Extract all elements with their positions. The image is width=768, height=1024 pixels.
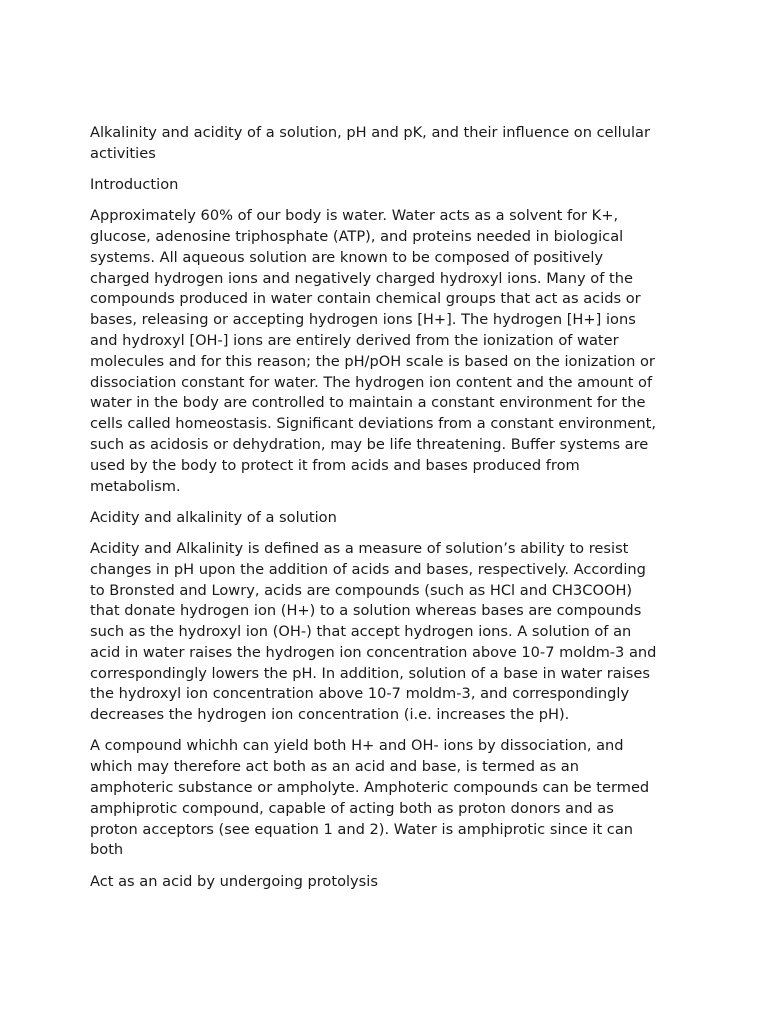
introduction-paragraph: Approximately 60% of our body is water. Water acts as a solvent for K+, glucose, adenosine triphosphate (ATP), and proteins needed in biological systems. All aqueous solution are known to be composed of positively charged hydrogen ions and negatively charged hydroxyl ions. Many of the compounds produced in water contain chemical groups that act as acids or bases, releasing or accepting hydrogen ions [H+]. The hydrogen [H+] ions and hydroxyl [OH-] ions are entirely derived from the ionization of water molecules and for this reason; the pH/pOH scale is based on the ionization or dissociation constant for water. The hydrogen ion content and the amount of water in the body are controlled to maintain a constant environment for the cells called homeostasis. Significant deviations from a constant environment, such as acidosis or dehydration, may be life threatening. Buffer systems are used by the body to protect it from acids and bases produced from metabolism. bbox=[90, 207, 656, 495]
protolysis-line: Act as an acid by undergoing protolysis bbox=[90, 872, 378, 890]
document-title: Alkalinity and acidity of a solution, pH and pK, and their influence on cellular activities bbox=[90, 124, 650, 162]
ampholyte-paragraph: A compound whichh can yield both H+ and OH- ions by dissociation, and which may therefore act both as an acid and base, is termed as an amphoteric substance or ampholyte. Amphoteric compounds can be termed amphiprotic compound, capable of acting both as proton donors and as proton acceptors (see equation 1 and 2). Water is amphiprotic since it can both bbox=[90, 737, 650, 859]
acidity-heading: Acidity and alkalinity of a solution bbox=[90, 508, 337, 526]
acidity-paragraph: Acidity and Alkalinity is defined as a measure of solution’s ability to resist changes in pH upon the addition of acids and bases, respectively. According to Bronsted and Lowry, acids are compounds (such as HCl and CH3COOH) that donate hydrogen ion (H+) to a solution whereas bases are compounds such as the hydroxyl ion (OH-) that accept hydrogen ions. A solution of an acid in water raises the hydrogen ion concentration above 10-7 moldm-3 and correspondingly lowers the pH. In addition, solution of a base in water raises the hydroxyl ion concentration above 10-7 moldm-3, and correspondingly decreases the hydrogen ion concentration (i.e. increases the pH). bbox=[90, 539, 657, 724]
introduction-heading: Introduction bbox=[90, 175, 179, 193]
document-page bbox=[90, 123, 680, 903]
